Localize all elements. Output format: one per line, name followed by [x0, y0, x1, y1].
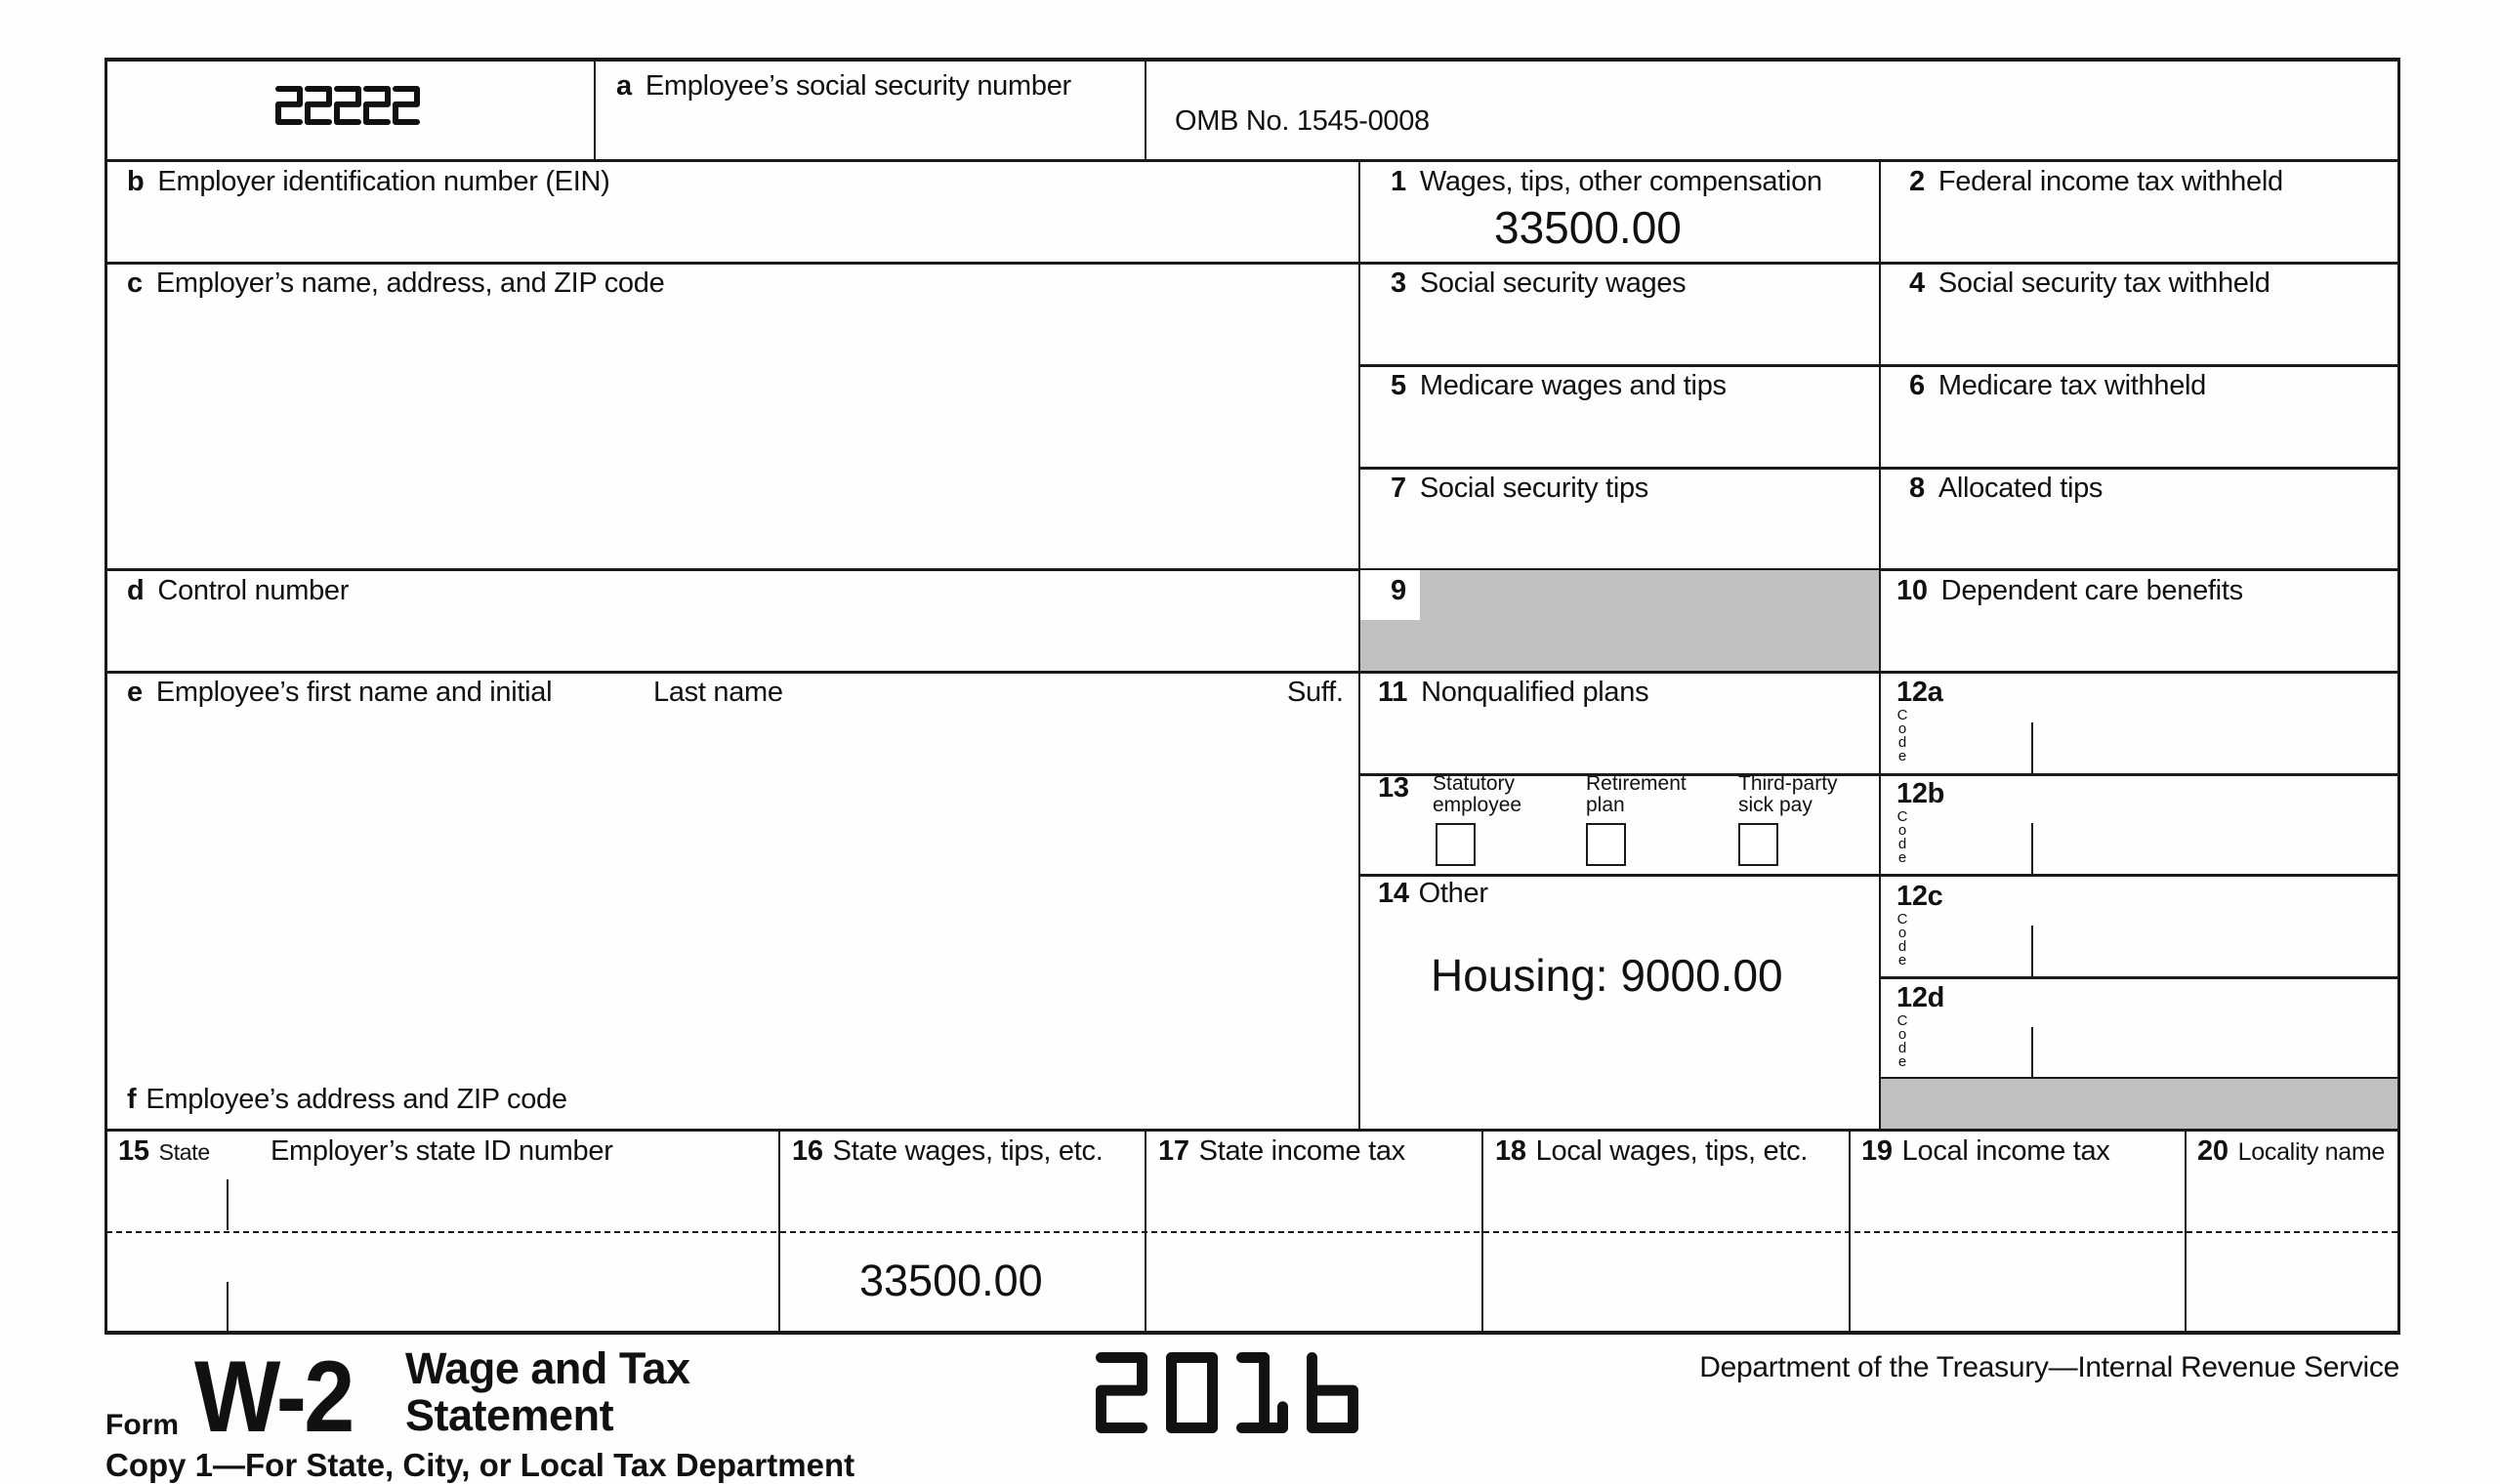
- label-text: Employer identification number (EIN): [157, 166, 610, 197]
- box-5-label: [1391, 370, 1727, 402]
- omb-number: OMB No. 1545-0008: [1175, 105, 1430, 137]
- box-number: 4: [1909, 268, 1925, 299]
- box-d-label: [127, 575, 349, 607]
- box-letter: c: [127, 268, 143, 299]
- box-17-label: [1158, 1135, 1405, 1168]
- box-10-input[interactable]: [1884, 613, 2394, 667]
- code-divider: [2031, 823, 2033, 874]
- box-f-label: [127, 1084, 567, 1116]
- label-text: Allocated tips: [1938, 473, 2104, 504]
- divider: [104, 159, 2400, 162]
- box-12c-code-input[interactable]: [1916, 926, 2029, 974]
- box-number: 17: [1158, 1135, 1189, 1167]
- label-line: Statutory: [1433, 772, 1516, 795]
- agency-label: Department of the Treasury—Internal Revenue Service: [1699, 1351, 2399, 1383]
- box-15-id-input-2[interactable]: [230, 1236, 775, 1329]
- divider: [1849, 1130, 1851, 1333]
- state-divider: [227, 1282, 229, 1333]
- box-10-label: [1896, 575, 2243, 607]
- void-code-digit: [337, 89, 358, 122]
- statutory-employee-checkbox[interactable]: [1436, 823, 1476, 866]
- state-label: State: [158, 1139, 210, 1165]
- label-text: Local wages, tips, etc.: [1535, 1135, 1809, 1167]
- label-text: Nonqualified plans: [1421, 677, 1649, 708]
- code-divider: [2031, 926, 2033, 976]
- box-number: 15: [118, 1135, 149, 1167]
- code-divider: [2031, 1027, 2033, 1078]
- divider: [104, 568, 2400, 571]
- divider: [594, 60, 596, 161]
- box-e-input[interactable]: [109, 718, 1355, 1079]
- box-number: 8: [1909, 473, 1925, 504]
- box-18-label: [1495, 1135, 1808, 1168]
- state-divider: [227, 1179, 229, 1230]
- box-3-input[interactable]: [1363, 308, 1875, 361]
- divider: [1358, 364, 2399, 367]
- label-text: Federal income tax withheld: [1938, 166, 2283, 197]
- box-number: 19: [1861, 1135, 1893, 1167]
- box-a-input[interactable]: [598, 107, 1143, 156]
- code-divider: [2031, 722, 2033, 773]
- divider: [104, 262, 2400, 265]
- divider: [104, 1129, 2400, 1132]
- label-text: Employee’s first name and initial: [155, 677, 553, 708]
- box-number: 7: [1391, 473, 1406, 504]
- box-8-label: [1909, 473, 2103, 505]
- label-text: Control number: [157, 575, 350, 606]
- box-number: 3: [1391, 268, 1406, 299]
- year-digit: [1102, 1358, 1143, 1428]
- dashed-divider: [106, 1231, 2397, 1233]
- box-12c-amount-input[interactable]: [2035, 926, 2395, 974]
- box-12a-code-input[interactable]: [1916, 722, 2029, 771]
- form-name: W-2: [194, 1340, 353, 1454]
- box-letter: f: [127, 1084, 137, 1115]
- divider: [1358, 874, 2399, 877]
- box-e-last-name-label: Last name: [653, 677, 783, 708]
- box-15-employer-state-id-label: Employer’s state ID number: [271, 1135, 613, 1167]
- box-number: 9: [1391, 575, 1406, 606]
- box-20-input[interactable]: [2189, 1236, 2395, 1329]
- label-text: Medicare wages and tips: [1419, 370, 1727, 401]
- box-12d-code-input[interactable]: [1916, 1027, 2029, 1076]
- box-number: 2: [1909, 166, 1925, 197]
- label-text: Social security wages: [1419, 268, 1687, 299]
- box-number: 16: [792, 1135, 823, 1167]
- box-15-label: [118, 1135, 210, 1168]
- box-number: 20: [2197, 1135, 2229, 1167]
- retirement-plan-label: [1586, 773, 1687, 816]
- box-number: 11: [1378, 677, 1408, 708]
- box-d-input[interactable]: [109, 613, 1355, 667]
- divider: [104, 671, 2400, 674]
- box-letter: a: [616, 70, 632, 102]
- box-number: 14: [1378, 878, 1409, 909]
- box-12b-code-input[interactable]: [1916, 823, 2029, 872]
- label-line: Retirement: [1586, 772, 1687, 795]
- box-e-label: [127, 677, 552, 709]
- box-a-label: [616, 70, 1071, 103]
- box-11-input[interactable]: [1363, 718, 1875, 771]
- box-6-input[interactable]: [1884, 410, 2394, 464]
- form-title-line1: Wage and Tax: [405, 1343, 690, 1393]
- box-19-input[interactable]: [1854, 1236, 2182, 1329]
- label-line: Third-party: [1738, 772, 1838, 795]
- box-number: 13: [1378, 772, 1409, 804]
- form-border-left: [104, 58, 107, 1335]
- code-label-text: C o d e: [1896, 808, 1908, 866]
- label-line: employee: [1433, 794, 1522, 816]
- void-code-digit: [366, 89, 388, 122]
- copy-label: Copy 1—For State, City, or Local Tax Department: [105, 1447, 855, 1483]
- box-number: 1: [1391, 166, 1406, 197]
- form-border-right: [2397, 58, 2400, 1335]
- form-title: [405, 1345, 690, 1439]
- label-text: Dependent care benefits: [1940, 575, 2243, 606]
- form-title-line2: Statement: [405, 1390, 614, 1440]
- label-text: Local income tax: [1901, 1135, 2110, 1167]
- box-letter: d: [127, 575, 145, 606]
- void-code-glyphs: [275, 86, 432, 129]
- box-7-input[interactable]: [1363, 513, 1875, 566]
- box-14-value[interactable]: Housing: 9000.00: [1431, 950, 1783, 1001]
- label-line: sick pay: [1738, 794, 1812, 816]
- box-19-label: [1861, 1135, 2110, 1168]
- box-2-label: [1909, 166, 2283, 198]
- divider: [1879, 160, 1881, 1130]
- label-text: Medicare tax withheld: [1938, 370, 2207, 401]
- box-12d-amount-input[interactable]: [2035, 1027, 2395, 1076]
- label-text: Other: [1418, 878, 1488, 909]
- label-text: Employee’s address and ZIP code: [146, 1084, 567, 1115]
- divider: [1145, 60, 1146, 161]
- shaded-area: [1881, 1079, 2397, 1129]
- label-text: Employee’s social security number: [645, 70, 1071, 102]
- box-15-state-input-1[interactable]: [109, 1179, 225, 1228]
- box-12d-number: 12d: [1896, 982, 1945, 1013]
- box-number: 18: [1495, 1135, 1526, 1167]
- box-12b-amount-input[interactable]: [2035, 823, 2395, 872]
- void-code-digit: [278, 89, 300, 122]
- third-party-sick-pay-checkbox[interactable]: [1738, 823, 1778, 866]
- box-4-input[interactable]: [1884, 308, 2394, 361]
- box-b-label: [127, 166, 609, 198]
- form-word: Form: [105, 1409, 179, 1441]
- box-letter: e: [127, 677, 143, 708]
- label-text: Social security tips: [1419, 473, 1648, 504]
- divider: [1145, 1130, 1146, 1333]
- box-4-label: [1909, 268, 2271, 300]
- divider: [1481, 1130, 1483, 1333]
- box-13-number: [1378, 772, 1423, 804]
- code-label: [1896, 709, 1908, 763]
- statutory-employee-label: [1433, 773, 1521, 816]
- box-6-label: [1909, 370, 2206, 402]
- label-text: Locality name: [2237, 1138, 2386, 1166]
- box-7-label: [1391, 473, 1648, 505]
- code-label: [1896, 810, 1908, 865]
- box-e-suffix-label: Suff.: [1287, 677, 1344, 708]
- box-17-input[interactable]: [1149, 1236, 1479, 1329]
- code-label-text: C o d e: [1896, 1012, 1908, 1070]
- box-12a-number: 12a: [1896, 677, 1943, 708]
- tax-year: [1096, 1352, 1379, 1435]
- label-text: State income tax: [1198, 1135, 1405, 1167]
- box-5-input[interactable]: [1363, 410, 1875, 464]
- label-text: State wages, tips, etc.: [832, 1135, 1104, 1167]
- divider: [1358, 467, 2399, 470]
- box-16-label: [792, 1135, 1103, 1168]
- retirement-plan-checkbox[interactable]: [1586, 823, 1626, 866]
- label-text: Employer’s name, address, and ZIP code: [155, 268, 665, 299]
- box-c-label: [127, 268, 664, 300]
- form-border-top: [104, 58, 2400, 62]
- divider: [1879, 976, 2399, 979]
- code-label: [1896, 913, 1908, 968]
- box-letter: b: [127, 166, 145, 197]
- third-party-sick-pay-label: [1738, 773, 1838, 816]
- box-12c-number: 12c: [1896, 881, 1943, 912]
- box-b-input[interactable]: [109, 205, 1355, 259]
- void-code-digit: [308, 89, 329, 122]
- box9-shade: [1360, 570, 1879, 671]
- box-15-id-input-1[interactable]: [230, 1179, 775, 1228]
- box-12b-number: 12b: [1896, 778, 1945, 809]
- box-c-input[interactable]: [109, 308, 1355, 566]
- code-label-text: C o d e: [1896, 911, 1908, 969]
- code-label: [1896, 1014, 1908, 1069]
- divider: [2185, 1130, 2187, 1333]
- box-14-label: [1378, 878, 1488, 910]
- box-1-label: [1391, 166, 1822, 198]
- form-border-bottom: [104, 1331, 2400, 1335]
- box-12a-amount-input[interactable]: [2035, 722, 2395, 771]
- box-number: 6: [1909, 370, 1925, 401]
- box-number: 5: [1391, 370, 1406, 401]
- box-1-value[interactable]: 33500.00: [1494, 202, 1682, 253]
- box-3-label: [1391, 268, 1686, 300]
- year-digit: [1312, 1358, 1354, 1428]
- year-digit: [1242, 1358, 1283, 1428]
- label-line: plan: [1586, 794, 1625, 816]
- label-text: Wages, tips, other compensation: [1419, 166, 1822, 197]
- code-label-text: C o d e: [1896, 707, 1908, 764]
- divider: [778, 1130, 780, 1333]
- box-8-input[interactable]: [1884, 513, 2394, 566]
- box-9-label: [1391, 575, 1420, 607]
- label-text: Social security tax withheld: [1938, 268, 2271, 299]
- box-16-value[interactable]: 33500.00: [859, 1256, 1043, 1305]
- box-15-state-input-2[interactable]: [109, 1236, 225, 1329]
- box-11-label: [1378, 677, 1648, 709]
- box-18-input[interactable]: [1486, 1236, 1846, 1329]
- box-2-input[interactable]: [1884, 205, 2394, 259]
- box-20-label: [2197, 1135, 2385, 1168]
- box-number: 10: [1896, 575, 1928, 606]
- year-digit: [1172, 1358, 1213, 1428]
- void-code-digit: [396, 89, 417, 122]
